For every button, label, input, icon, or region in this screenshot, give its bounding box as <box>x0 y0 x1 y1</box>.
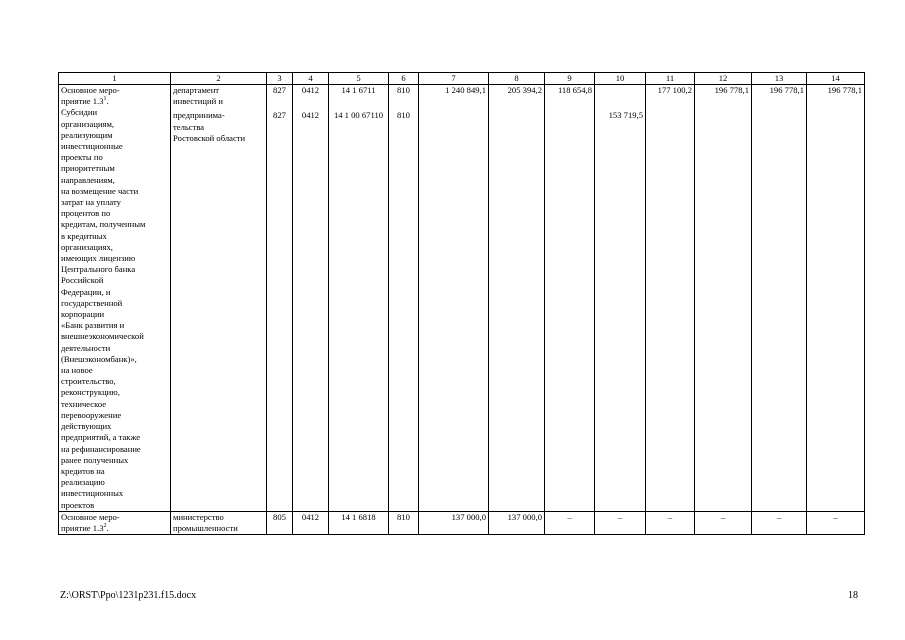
table-row <box>59 511 865 534</box>
vr-cell: 810 810 <box>389 85 419 512</box>
measure-cell <box>59 85 171 512</box>
rzpr-cell: 0412 0412 <box>293 85 329 512</box>
total-cell: 1 240 849,1 <box>419 85 489 512</box>
year-cell: 196 778,1 <box>807 85 865 512</box>
description-line: Федерации, и <box>61 286 111 297</box>
column-header: 6 <box>389 73 419 85</box>
description-line: направлениям, <box>61 174 115 185</box>
year-cell: 177 100,2 <box>646 85 695 512</box>
year-cell: – <box>545 511 595 534</box>
description-line: реконструкцию, <box>61 387 120 398</box>
description-line: на возмещение части <box>61 185 139 196</box>
column-header: 10 <box>595 73 646 85</box>
description-line: кредитов на <box>61 465 105 476</box>
budget-table <box>58 72 865 535</box>
description-line: инвестиционных <box>61 488 124 499</box>
description-line: организациям, <box>61 118 115 129</box>
description-line: Российской <box>61 275 104 286</box>
description-line: деятельности <box>61 342 111 353</box>
year-cell: 205 394,2 <box>489 85 545 512</box>
column-header: 11 <box>646 73 695 85</box>
measure-description <box>61 107 168 510</box>
csr-cell: 14 1 6818 <box>329 511 389 534</box>
description-line: процентов по <box>61 208 111 219</box>
description-line: строительство, <box>61 376 116 387</box>
column-header: 9 <box>545 73 595 85</box>
column-header: 7 <box>419 73 489 85</box>
column-header: 8 <box>489 73 545 85</box>
column-header: 2 <box>171 73 267 85</box>
year-cell: – <box>595 511 646 534</box>
description-line: Центрального банка <box>61 264 136 275</box>
year-cell: – <box>752 511 807 534</box>
year-cell: – <box>807 511 865 534</box>
description-line: реализацию <box>61 477 105 488</box>
measure-cell: Основное меро- приятие $1.3^2$. <box>59 511 171 534</box>
table-row <box>59 85 865 512</box>
description-line: действующих <box>61 421 112 432</box>
vr-cell: 810 <box>389 511 419 534</box>
file-path: Z:\ORST\Ppo\1231p231.f15.docx <box>60 590 197 601</box>
description-line: предприятий, а также <box>61 432 141 443</box>
description-line: перевооружение <box>61 409 122 420</box>
description-line: проекты по <box>61 152 103 163</box>
measure-title-line: приятие $1.3^1$. <box>61 96 109 107</box>
csr-cell: 14 1 6711 14 1 00 67110 <box>329 85 389 512</box>
column-header: 5 <box>329 73 389 85</box>
year-cell: 196 778,1 <box>695 85 752 512</box>
description-line: проектов <box>61 499 95 510</box>
grbs-cell: 827 827 <box>267 85 293 512</box>
description-line: на рефинансирование <box>61 443 141 454</box>
description-line: внешнеэкономической <box>61 331 144 342</box>
year-cell: 196 778,1 <box>752 85 807 512</box>
executor-cell: департамент инвестиций и предпринима- тельства Ростовской области <box>171 85 267 512</box>
executor-cell: министерство промышленности <box>171 511 267 534</box>
description-line: Субсидии <box>61 107 98 118</box>
column-header: 12 <box>695 73 752 85</box>
description-line: затрат на уплату <box>61 197 121 208</box>
column-header: 3 <box>267 73 293 85</box>
description-line: ранее полученных <box>61 454 129 465</box>
description-line: «Банк развития и <box>61 320 125 331</box>
description-line: корпорации <box>61 309 105 320</box>
description-line: техническое <box>61 398 107 409</box>
column-header: 13 <box>752 73 807 85</box>
description-line: организациях, <box>61 241 113 252</box>
year-cell: – <box>646 511 695 534</box>
description-line: реализующим <box>61 129 113 140</box>
year-cell: 118 654,8 <box>545 85 595 512</box>
year-cell: 137 000,0 <box>489 511 545 534</box>
grbs-cell: 805 <box>267 511 293 534</box>
description-line: кредитам, полученным <box>61 219 146 230</box>
year-cell: – <box>695 511 752 534</box>
column-header: 1 <box>59 73 171 85</box>
description-line: инвестиционные <box>61 141 123 152</box>
rzpr-cell: 0412 <box>293 511 329 534</box>
total-cell: 137 000,0 <box>419 511 489 534</box>
column-header: 4 <box>293 73 329 85</box>
description-line: государственной <box>61 297 123 308</box>
description-line: имеющих лицензию <box>61 253 136 264</box>
measure-title-line: Основное меро- <box>61 85 120 95</box>
page-number: 18 <box>848 590 858 601</box>
description-line: приоритетным <box>61 163 115 174</box>
description-line: на новое <box>61 365 93 376</box>
year-cell: 153 719,5 <box>595 85 646 512</box>
table-header-row <box>59 73 865 85</box>
column-header: 14 <box>807 73 865 85</box>
description-line: (Внешэкономбанк)», <box>61 353 137 364</box>
description-line: в кредитных <box>61 230 107 241</box>
